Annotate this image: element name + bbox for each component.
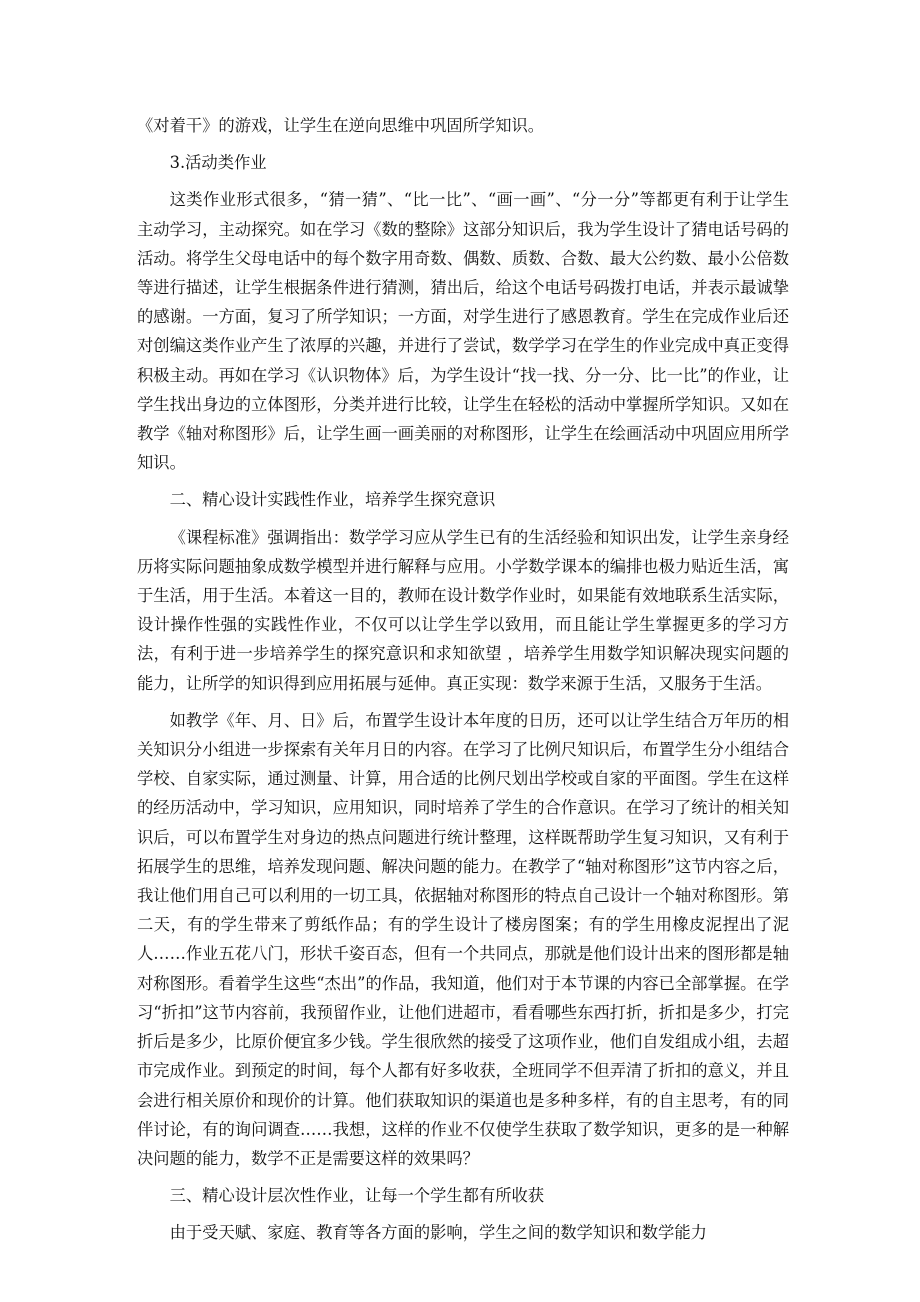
paragraph-layered-intro: 由于受天赋、家庭、教育等各方面的影响，学生之间的数学知识和数学能力: [169, 1223, 707, 1243]
section-heading-layered-homework: 三、精心设计层次性作业，让每一个学生都有所收获: [169, 1186, 545, 1206]
section-heading-practice-homework: 二、精心设计实践性作业，培养学生探究意识: [169, 490, 496, 510]
subheading-activity-homework: 3.活动类作业: [169, 153, 267, 173]
paragraph-activity-homework: 这类作业形式很多，“猜一猜”、“比一比”、“画一画”、“分一分”等都更有利于让学生主动学习，主动探究。如在学习《数的整除》这部分知识后，我为学生设计了猜电话号码的活动。将学生父母电话中的每个数字用奇数、偶数、质数、合数、最大公约数、最小公倍数等进行描述，让学生根据条件进行猜测，猜出后，给这个电话号码拨打电话，并表示最诚挚的感谢。一方面，复习了所学知识；一方面，对学生进行了感恩教育。学生在完成作业后还对创编这类作业产生了浓厚的兴趣，并进行了尝试，数学学习在学生的作业完成中真正变得积极主动。再如在学习《认识物体》后，为学生设计“找一找、分一分、比一比”的作业，让学生找出身边的立体图形，分类并进行比较，让学生在轻松的活动中掌握所学知识。又如在教学《轴对称图形》后，让学生画一画美丽的对称图形，让学生在绘画活动中巩固应用所学知识。: [137, 190, 789, 473]
paragraph-continuation: 《对着干》的游戏，让学生在逆向思维中巩固所学知识。: [137, 116, 545, 135]
document-body: [137, 111, 789, 1248]
paragraph-examples: 如教学《年、月、日》后，布置学生设计本年度的日历，还可以让学生结合万年历的相关知识分小组进一步探索有关年月日的内容。在学习了比例尺知识后，布置学生分小组结合学校、自家实际，通过测量、计算，用合适的比例尺划出学校或自家的平面图。学生在这样的经历活动中，学习知识，应用知识，同时培养了学生的合作意识。在学习了统计的相关知识后，可以布置学生对身边的热点问题进行统计整理，这样既帮助学生复习知识，又有利于拓展学生的思维，培养发现问题、解决问题的能力。在教学了“轴对称图形”这节内容之后，我让他们用自己可以利用的一切工具，依据轴对称图形的特点自己设计一个轴对称图形。第二天，有的学生带来了剪纸作品；有的学生设计了楼房图案；有的学生用橡皮泥捏出了泥人……作业五花八门，形状千姿百态，但有一个共同点，那就是他们设计出来的图形都是轴对称图形。看着学生这些“杰出”的作品，我知道，他们对于本节课的内容已全部掌握。在学习“折扣”这节内容前，我预留作业，让他们进超市，看看哪些东西打折，折扣是多少，打完折后是多少，比原价便宜多少钱。学生很欣然的接受了这项作业，他们自发组成小组，去超市完成作业。到预定的时间，每个人都有好多收获，全班同学不但弄清了折扣的意义，并且会进行相关原价和现价的计算。他们获取知识的渠道也是多种多样，有的自主思考，有的同伴讨论，有的询问调查……我想，这样的作业不仅使学生获取了数学知识，更多的是一种解决问题的能力，数学不正是需要这样的效果吗？: [137, 710, 789, 1168]
paragraph-curriculum-standard: 《课程标准》强调指出：数学学习应从学生已有的生活经验和知识出发，让学生亲身经历将实际问题抽象成数学模型并进行解释与应用。小学数学课本的编排也极力贴近生活，寓于生活，用于生活。本着这一目的，教师在设计数学作业时，如果能有效地联系生活实际，设计操作性强的实践性作业，不仅可以让学生学以致用，而且能让学生掌握更多的学习方法，有利于进一步培养学生的探究意识和求知欲望 ，培养学生用数学知识解决现实问题的能力，让所学的知识得到应用拓展与延伸。真正实现：数学来源于生活，又服务于生活。: [137, 527, 789, 693]
